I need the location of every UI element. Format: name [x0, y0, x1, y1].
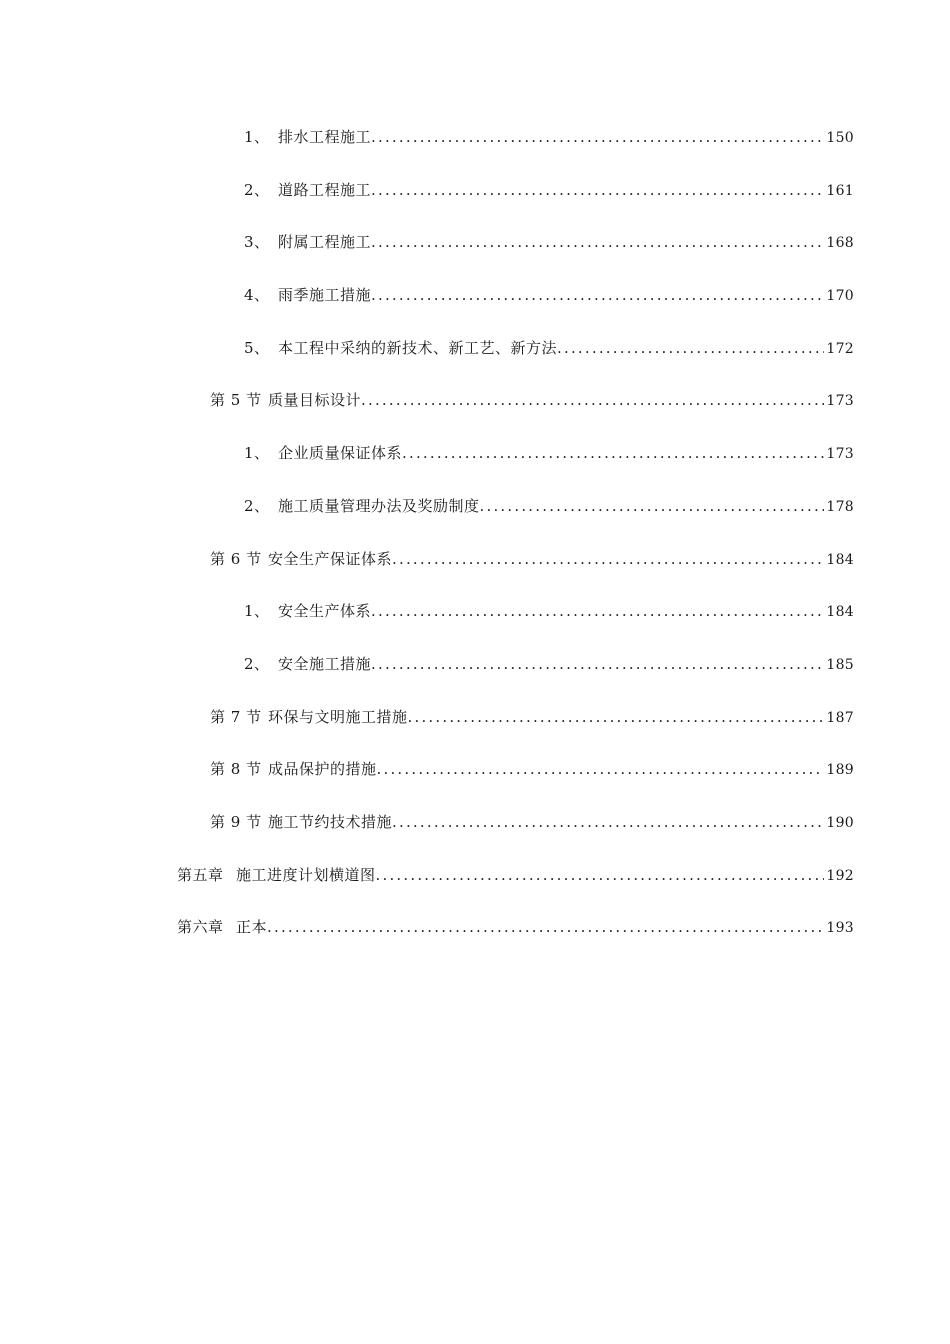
toc-entry-page-number: 184 — [826, 551, 854, 568]
toc-entry[interactable] — [0, 282, 950, 335]
toc-entry-title: 安全施工措施 — [278, 654, 372, 673]
toc-entry-number: 1、 — [244, 602, 270, 621]
dot-leader — [371, 282, 824, 308]
toc-entry-title: 质量目标设计 — [268, 391, 362, 410]
dot-leader — [392, 546, 824, 572]
dot-leader — [402, 440, 824, 466]
toc-entry-page-number: 187 — [826, 709, 854, 726]
toc-entry-page-number: 190 — [826, 814, 854, 831]
toc-entry-line — [244, 440, 854, 466]
toc-entry-number: 5、 — [244, 338, 270, 357]
toc-entry[interactable] — [0, 704, 950, 757]
toc-entry-number: 第五章 — [177, 865, 224, 884]
toc-entry[interactable] — [0, 862, 950, 915]
toc-entry-number: 第 8 节 — [210, 760, 262, 779]
toc-entry-page-number: 173 — [826, 446, 854, 463]
toc-entry-title: 成品保护的措施 — [268, 760, 377, 779]
toc-entry-number: 2、 — [244, 180, 270, 199]
toc-entry-number: 第 6 节 — [210, 549, 262, 568]
toc-entry-line — [210, 546, 854, 572]
toc-entry-line — [244, 177, 854, 203]
toc-entry-title: 正本 — [236, 918, 268, 937]
toc-entry-page-number: 192 — [826, 867, 854, 884]
dot-leader — [377, 756, 825, 782]
dot-leader — [267, 914, 824, 940]
dot-leader — [371, 229, 824, 255]
toc-entry-title: 施工节约技术措施 — [268, 812, 393, 831]
toc-entry-line — [244, 335, 854, 361]
dot-leader — [371, 177, 824, 203]
toc-entry-title: 施工进度计划横道图 — [236, 865, 376, 884]
toc-entry-line — [210, 387, 854, 413]
toc-entry-page-number: 173 — [826, 393, 854, 410]
toc-entry-line — [244, 229, 854, 255]
toc-entry-title: 本工程中采纳的新技术、新工艺、新方法 — [278, 338, 558, 357]
toc-entry-number: 1、 — [244, 444, 270, 463]
dot-leader — [408, 704, 825, 730]
toc-entry-line — [244, 282, 854, 308]
toc-entry[interactable] — [0, 598, 950, 651]
toc-entry-number: 第六章 — [177, 918, 224, 937]
toc-entry-line — [210, 756, 854, 782]
toc-entry[interactable] — [0, 387, 950, 440]
toc-entry-number: 3、 — [244, 233, 270, 252]
toc-entry-line — [244, 651, 854, 677]
toc-entry[interactable] — [0, 177, 950, 230]
toc-entry[interactable] — [0, 756, 950, 809]
toc-entry-line — [210, 704, 854, 730]
toc-entry-number: 4、 — [244, 286, 270, 305]
toc-entry-title: 道路工程施工 — [278, 180, 372, 199]
toc-entry[interactable] — [0, 809, 950, 862]
toc-entry-title: 施工质量管理办法及奖励制度 — [278, 496, 480, 515]
dot-leader — [392, 809, 824, 835]
dot-leader — [361, 387, 824, 413]
toc-entry[interactable] — [0, 335, 950, 388]
toc-entry[interactable] — [0, 651, 950, 704]
dot-leader — [557, 335, 824, 361]
toc-entry-number: 第 5 节 — [210, 391, 262, 410]
toc-entry-page-number: 168 — [826, 235, 854, 252]
toc-entry-page-number: 150 — [826, 130, 854, 146]
toc-entry-page-number: 189 — [826, 762, 854, 779]
toc-entry[interactable] — [0, 124, 950, 177]
toc-entry[interactable] — [0, 229, 950, 282]
toc-entry-number: 第 7 节 — [210, 707, 262, 726]
toc-entry-title: 安全生产体系 — [278, 602, 372, 621]
toc-entry-page-number: 161 — [826, 182, 854, 199]
toc-entry-title: 雨季施工措施 — [278, 286, 372, 305]
table-of-contents — [0, 124, 950, 967]
toc-entry-page-number: 178 — [826, 498, 854, 515]
toc-entry[interactable] — [0, 493, 950, 546]
toc-entry-title: 附属工程施工 — [278, 233, 372, 252]
toc-entry[interactable] — [0, 546, 950, 599]
toc-entry-number: 第 9 节 — [210, 812, 262, 831]
toc-entry-page-number: 193 — [826, 920, 854, 937]
toc-entry[interactable] — [0, 914, 950, 967]
toc-entry-page-number: 172 — [826, 340, 854, 357]
toc-entry-number: 2、 — [244, 654, 270, 673]
toc-entry-line — [244, 598, 854, 624]
toc-entry-line — [244, 124, 854, 150]
toc-entry[interactable] — [0, 440, 950, 493]
toc-entry-title: 企业质量保证体系 — [278, 444, 403, 463]
toc-entry-line — [210, 809, 854, 835]
dot-leader — [371, 124, 824, 150]
toc-entry-page-number: 184 — [826, 604, 854, 621]
dot-leader — [371, 598, 824, 624]
toc-entry-page-number: 185 — [826, 656, 854, 673]
dot-leader — [480, 493, 825, 519]
toc-entry-number: 1、 — [244, 128, 270, 146]
toc-entry-line — [177, 862, 854, 888]
toc-entry-page-number: 170 — [826, 288, 854, 305]
dot-leader — [371, 651, 824, 677]
toc-entry-number: 2、 — [244, 496, 270, 515]
toc-entry-title: 安全生产保证体系 — [268, 549, 393, 568]
toc-entry-title: 环保与文明施工措施 — [268, 707, 408, 726]
dot-leader — [376, 862, 825, 888]
toc-entry-title: 排水工程施工 — [278, 128, 372, 146]
toc-entry-line — [177, 914, 854, 940]
toc-entry-line — [244, 493, 854, 519]
